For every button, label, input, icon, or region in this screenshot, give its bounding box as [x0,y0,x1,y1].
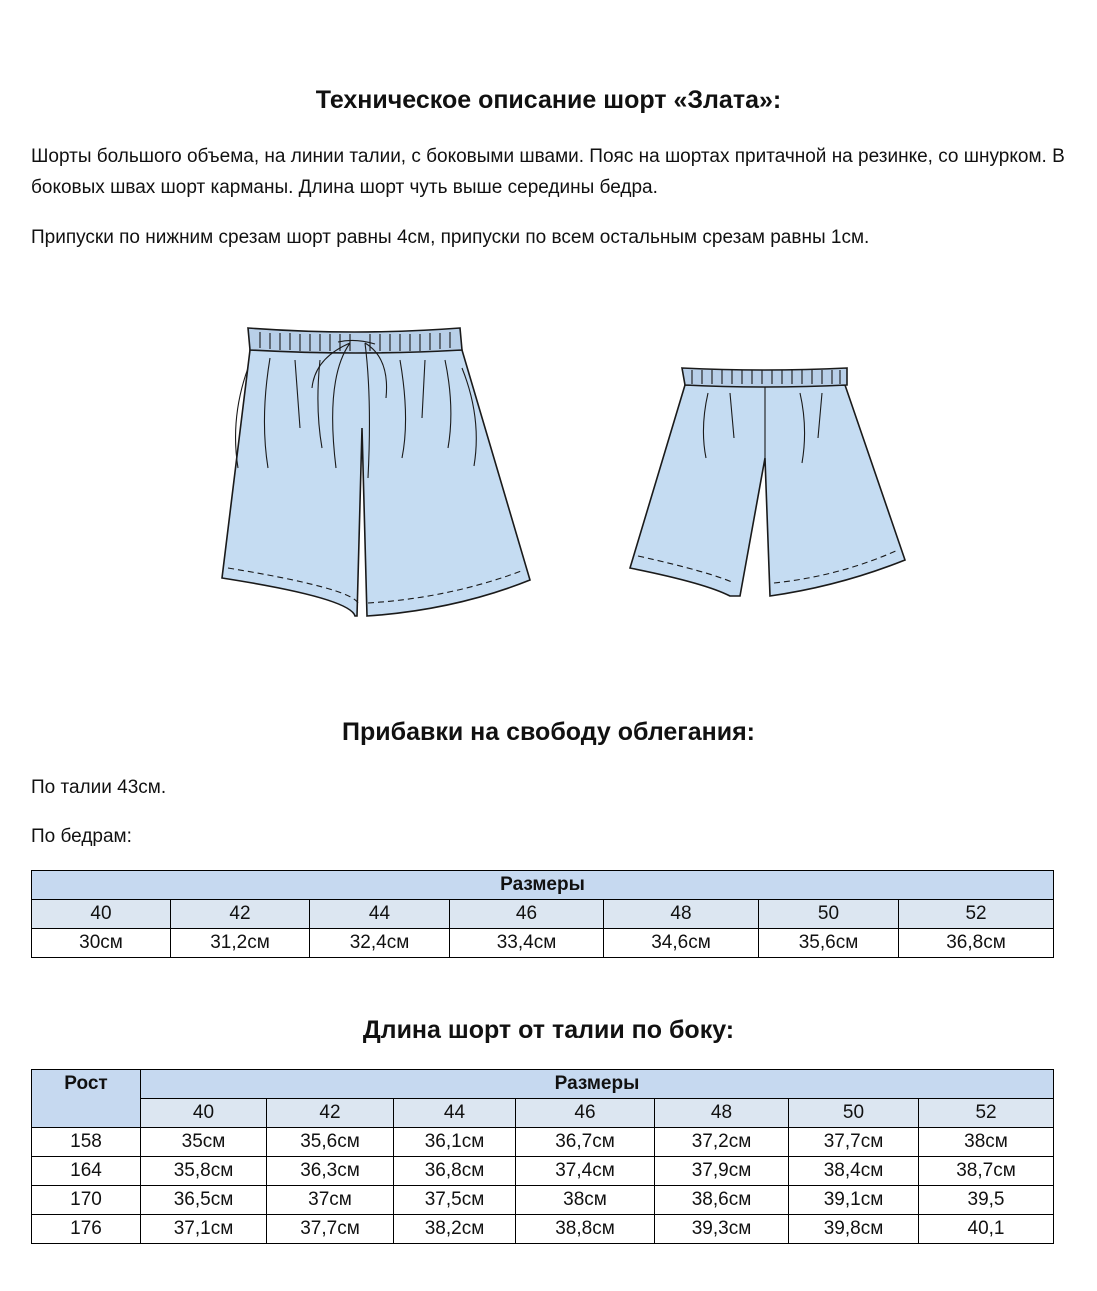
value-cell: 37,1см [141,1215,267,1244]
value-cell: 32,4см [310,929,450,958]
sizes-header: Размеры [141,1070,1054,1099]
value-cell: 38,2см [394,1215,516,1244]
value-cell: 33,4см [450,929,604,958]
value-cell: 38,6см [655,1186,789,1215]
height-cell: 170 [32,1186,141,1215]
table-row [32,1157,1054,1186]
value-cell: 36,8см [899,929,1054,958]
size-cell: 40 [32,900,171,929]
value-cell: 34,6см [604,929,759,958]
shorts-back-view [630,368,905,596]
page-title: Техническое описание шорт «Злата»: [315,86,782,114]
size-cell: 48 [604,900,759,929]
value-cell: 39,3см [655,1215,789,1244]
value-cell: 36,5см [141,1186,267,1215]
value-cell: 39,5 [919,1186,1054,1215]
size-cell: 42 [267,1099,394,1128]
value-cell: 37,5см [394,1186,516,1215]
size-cell: 42 [171,900,310,929]
value-cell: 38см [516,1186,655,1215]
value-cell: 37,4см [516,1157,655,1186]
value-cell: 35см [141,1128,267,1157]
value-cell: 30см [32,929,171,958]
value-cell: 35,6см [759,929,899,958]
value-cell: 35,6см [267,1128,394,1157]
shorts-illustration [110,298,980,688]
description-paragraph-2: Припуски по нижним срезам шорт равны 4см, припуски по всем остальным срезам равны 1см. [31,227,870,248]
size-cell: 50 [789,1099,919,1128]
size-cell: 44 [394,1099,516,1128]
table-row [32,1128,1054,1157]
size-cell: 52 [919,1099,1054,1128]
value-cell: 38,4см [789,1157,919,1186]
table-row [32,1186,1054,1215]
sizes-header: Размеры [32,871,1054,900]
shorts-front-view [222,328,530,616]
value-cell: 37,2см [655,1128,789,1157]
value-cell: 31,2см [171,929,310,958]
value-cell: 36,1см [394,1128,516,1157]
value-cell: 37,7см [789,1128,919,1157]
value-cell: 35,8см [141,1157,267,1186]
height-header: Рост [32,1070,141,1128]
value-cell: 37,7см [267,1215,394,1244]
value-cell: 37см [267,1186,394,1215]
size-cell: 40 [141,1099,267,1128]
value-cell: 38см [919,1128,1054,1157]
size-cell: 44 [310,900,450,929]
value-cell: 38,8см [516,1215,655,1244]
size-cell: 50 [759,900,899,929]
value-cell: 39,8см [789,1215,919,1244]
value-cell: 36,8см [394,1157,516,1186]
height-cell: 176 [32,1215,141,1244]
value-cell: 38,7см [919,1157,1054,1186]
size-cell: 48 [655,1099,789,1128]
length-table [31,1069,1054,1244]
description-paragraph-1: Шорты большого объема, на линии талии, с боковыми швами. Пояс на шортах притачной на резинке, со шнурком. В боковых швах шорт карманы. Длина шорт чуть выше середины бедра. [31,146,1065,198]
size-cell: 46 [450,900,604,929]
waist-ease-text: По талии 43см. [31,777,167,798]
value-cell: 36,3см [267,1157,394,1186]
size-cell: 52 [899,900,1054,929]
value-cell: 40,1 [919,1215,1054,1244]
value-cell: 39,1см [789,1186,919,1215]
hips-ease-text: По бедрам: [31,826,132,847]
section-title-ease: Прибавки на свободу облегания: [342,718,755,746]
size-cell: 46 [516,1099,655,1128]
hips-ease-table [31,870,1054,958]
section-title-length: Длина шорт от талии по боку: [362,1016,735,1044]
table-row [32,1215,1054,1244]
height-cell: 158 [32,1128,141,1157]
value-cell: 37,9см [655,1157,789,1186]
height-cell: 164 [32,1157,141,1186]
value-cell: 36,7см [516,1128,655,1157]
